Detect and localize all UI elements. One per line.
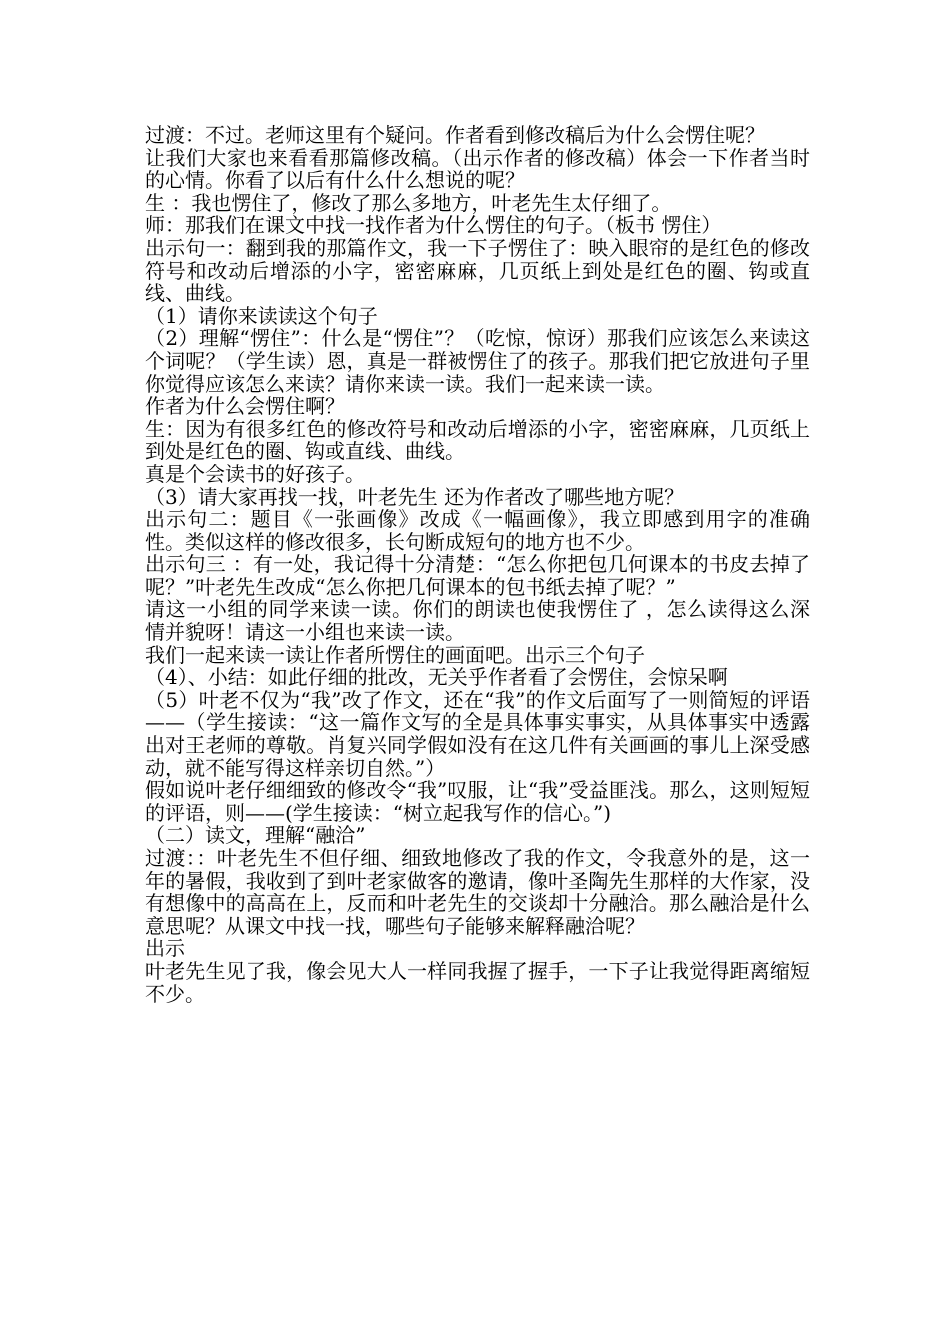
paragraph-transition-question: 过渡：不过。老师这里有个疑问。作者看到修改稿后为什么会愣住呢？ [145, 123, 765, 147]
paragraph-view-draft: 让我们大家也来看看那篇修改稿。（出示作者的修改稿）体会一下作者当时的心情。你看了以后有什么什么想说的呢？ [145, 145, 810, 193]
document-body [145, 124, 810, 1005]
paragraph-confidence: 假如说叶老仔细细致的修改令“我”叹服，让“我”受益匪浅。那么，这则短短的评语，则——(学生接读：“树立起我写作的信心。”) [145, 778, 810, 825]
paragraph-transition-harmony: 过渡：：叶老先生不但仔细、细致地修改了我的作文，令我意外的是，这一年的暑假，我收到了到叶老家做客的邀请，像叶圣陶先生那样的大作家，没有想像中的高高在上，反而和叶老先生的交谈却十分融洽。那么融洽是什么意思呢？从课文中找一找，哪些句子能够来解释融洽呢？ [145, 846, 810, 938]
paragraph-sentence-three: 出示句三 ：有一处，我记得十分清楚：“怎么你把包几何课本的书皮去掉了呢？”叶老先生改成“怎么你把几何课本的包书纸去掉了呢？” [145, 552, 810, 599]
paragraph-show-label: 出示 [145, 936, 185, 961]
paragraph-step-5-comment: （5）叶老不仅为“我”改了作文，还在“我”的作文后面写了一则简短的评语——（学生接读：“这一篇作文写的全是具体事实事实，从具体事实中透露出对王老师的尊敬。肖复兴同学假如没有在这几件有关画画的事儿上深受感动，就不能写得这样亲切自然。”） [145, 687, 810, 780]
paragraph-sentence-two: 出示句二：题目《一张画像》改成《一幅画像》，我立即感到用字的准确性。类似这样的修改很多，长句断成短句的地方也不少。 [145, 507, 810, 554]
paragraph-student-reason: 生：因为有很多红色的修改符号和改动后增添的小字，密密麻麻，几页纸上到处是红色的圈、钩或直线、曲线。 [145, 416, 810, 464]
paragraph-read-together: 我们一起来读一读让作者所愣住的画面吧。出示三个句子 [145, 642, 645, 667]
paragraph-step-2: （2）理解“愣住”：什么是“愣住”？（吃惊，惊讶）那我们应该怎么来读这个词呢？（学生读）恩，真是一群被愣住了的孩子。那我们把它放进句子里你觉得应该怎么来读？请你来读一读。我们一起来读一读。 [145, 326, 810, 396]
paragraph-sentence-one: 出示句一：翻到我的那篇作文，我一下子愣住了：映入眼帘的是红色的修改符号和改动后增添的小字，密密麻麻，几页纸上到处是红色的圈、钩或直线、曲线。 [145, 235, 810, 306]
paragraph-teacher-prompt: 师：那我们在课文中找一找作者为什么愣住的句子。（板书 愣住） [145, 213, 722, 238]
paragraph-handshake: 叶老先生见了我，像会见大人一样同我握了握手，一下子让我觉得距离缩短不少。 [145, 958, 810, 1006]
paragraph-step-3: （3）请大家再找一找，叶老先生 还为作者改了哪些地方呢？ [145, 484, 685, 509]
paragraph-group-reading: 请这一小组的同学来读一读。你们的朗读也使我愣住了 ，怎么读得这么深情并貌呀！请这一小组也来读一读。 [145, 597, 810, 645]
paragraph-why-question: 作者为什么会愣住啊？ [145, 394, 345, 419]
paragraph-step-1: （1）请你来读读这个句子 [145, 303, 378, 328]
paragraph-student-answer: 生 ：我也愣住了，修改了那么多地方，叶老先生太仔细了。 [145, 190, 672, 215]
paragraph-step-4-summary: （4）、小结：如此仔细的批改，无关乎作者看了会愣住，会惊呆啊 [145, 665, 728, 690]
section-heading-harmony: （二）读文，理解“融洽” [145, 823, 366, 848]
paragraph-praise: 真是个会读书的好孩子。 [145, 461, 365, 486]
